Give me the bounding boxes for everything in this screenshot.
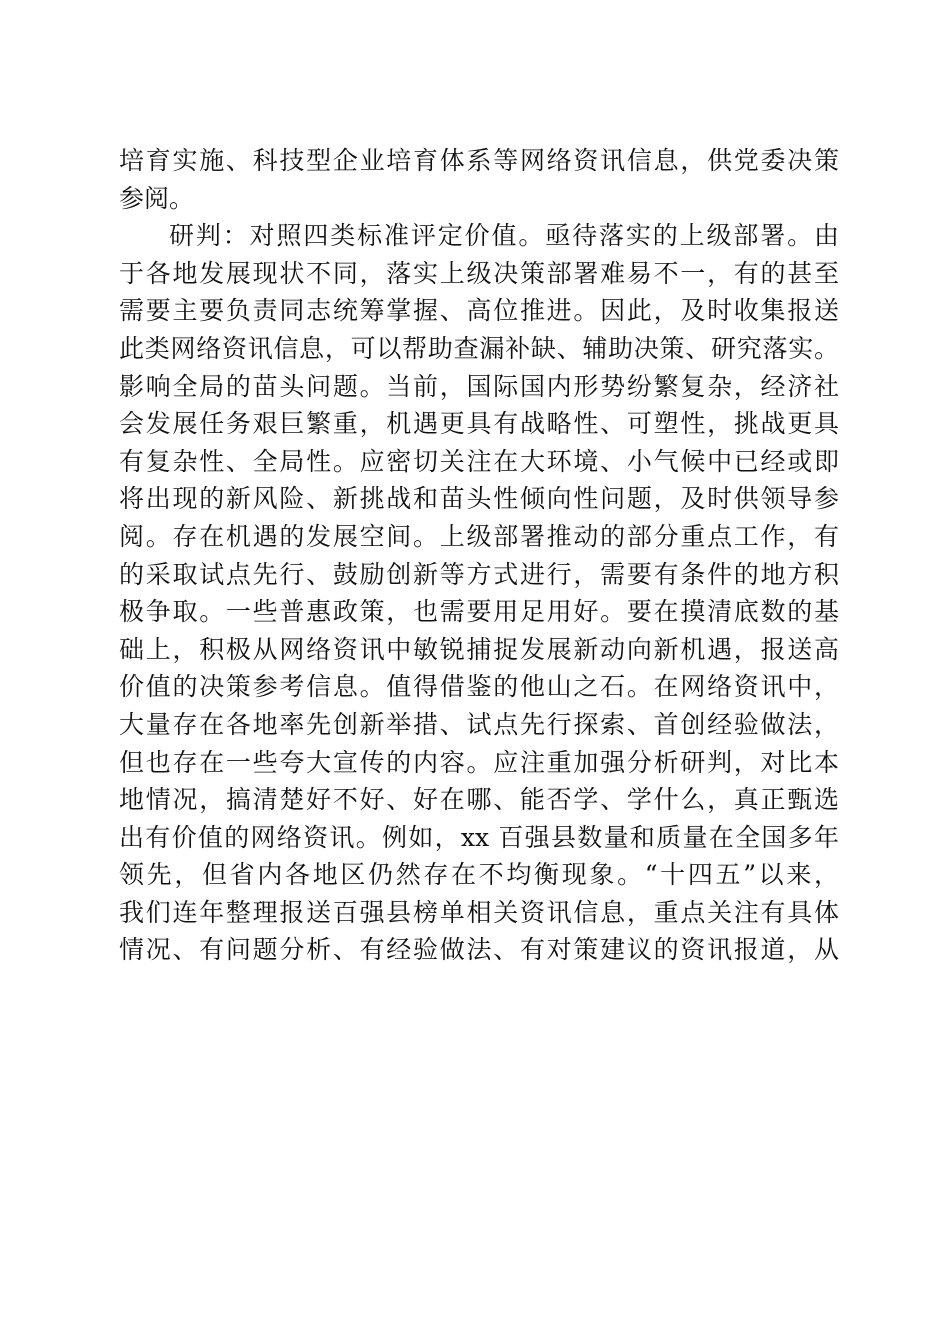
- text-line-6: 此类网络资讯信息，可以帮助查漏补缺、辅助决策、研究落实。: [119, 333, 839, 363]
- text-line-1: 培育实施、科技型企业培育体系等网络资讯信息，供党委决策: [119, 146, 839, 175]
- text-line-8: 会发展任务艰巨繁重，机遇更具有战略性、可塑性，挑战更具: [119, 409, 839, 439]
- text-line-14: 础上，积极从网络资讯中敏锐捕捉发展新动向新机遇，报送高: [119, 634, 839, 664]
- text-line-9: 有复杂性、全局性。应密切关注在大环境、小气候中已经或即: [119, 446, 839, 476]
- text-line-16: 大量存在各地率先创新举措、试点先行探索、首创经验做法，: [119, 709, 839, 739]
- text-line-18: 地情况，搞清楚好不好、好在哪、能否学、学什么，真正甄选: [119, 785, 839, 815]
- text-line-4: 于各地发展现状不同，落实上级决策部署难易不一，有的甚至: [119, 258, 839, 288]
- text-line-17: 但也存在一些夸大宣传的内容。应注重加强分析研判，对比本: [119, 747, 839, 777]
- text-line-11: 阅。存在机遇的发展空间。上级部署推动的部分重点工作，有: [119, 521, 839, 551]
- text-line-19: 出有价值的网络资讯。例如，xx 百强县数量和质量在全国多年: [119, 822, 839, 852]
- text-line-2: 参阅。: [119, 183, 195, 213]
- text-line-10: 将出现的新风险、新挑战和苗头性倾向性问题，及时供领导参: [119, 484, 839, 514]
- body-text: [119, 142, 839, 969]
- text-line-13: 极争取。一些普惠政策，也需要用足用好。要在摸清底数的基: [119, 597, 839, 627]
- text-line-12: 的采取试点先行、鼓励创新等方式进行，需要有条件的地方积: [119, 559, 839, 589]
- text-line-21: 我们连年整理报送百强县榜单相关资讯信息，重点关注有具体: [119, 897, 839, 927]
- text-line-20: 领先，但省内各地区仍然存在不均衡现象。“十四五”以来，: [119, 860, 839, 890]
- text-line-15: 价值的决策参考信息。值得借鉴的他山之石。在网络资讯中，: [119, 672, 839, 702]
- text-line-5: 需要主要负责同志统筹掌握、高位推进。因此，及时收集报送: [119, 296, 839, 326]
- text-line-3: 研判：对照四类标准评定价值。亟待落实的上级部署。由: [169, 221, 839, 251]
- text-line-22: 情况、有问题分析、有经验做法、有对策建议的资讯报道，从: [119, 935, 839, 965]
- text-line-7: 影响全局的苗头问题。当前，国际国内形势纷繁复杂，经济社: [119, 371, 839, 401]
